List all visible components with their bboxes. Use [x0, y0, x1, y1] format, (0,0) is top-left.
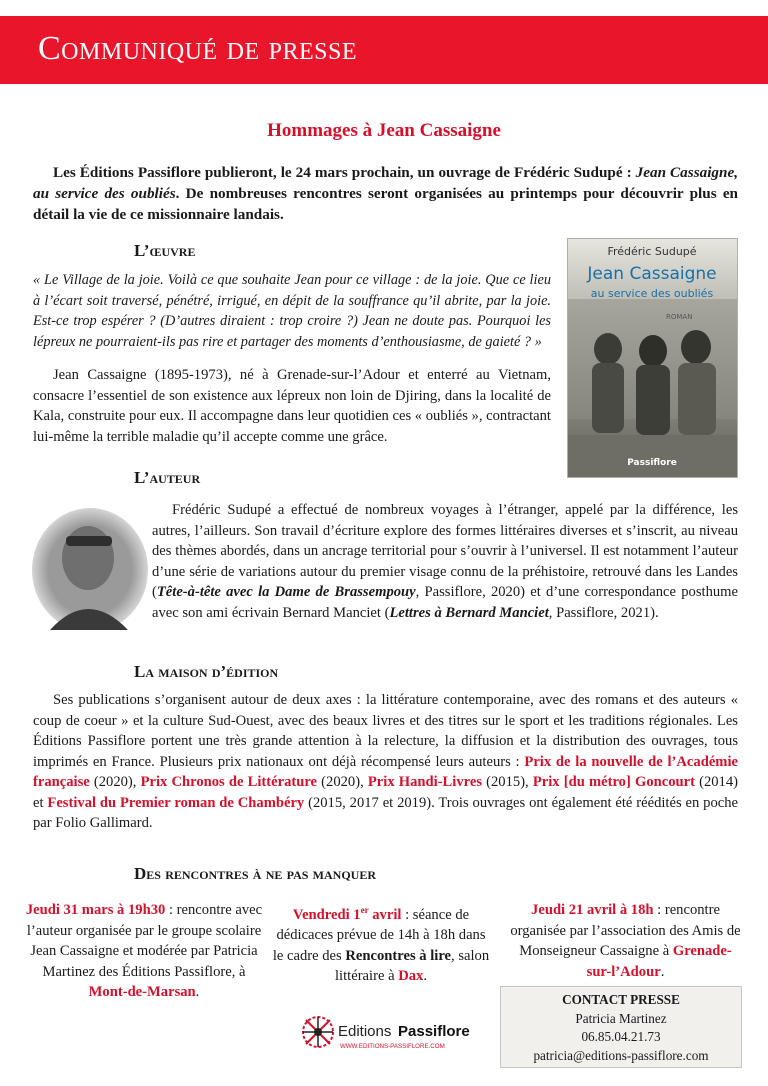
contact-box: [500, 986, 742, 1068]
event-2: [270, 900, 492, 987]
logo-url: WWW.EDITIONS-PASSIFLORE.COM: [340, 1043, 445, 1050]
event-2-text2: , salon littéraire à: [335, 947, 490, 985]
logo-word-passiflore: Passiflore: [398, 1023, 470, 1040]
maison-t4: (2015),: [482, 774, 533, 790]
auteur-t2: , Passiflore, 2020) et d’une correspondance posthume avec son ami écrivain Bernard Manciet (: [152, 584, 738, 621]
contact-phone: 06.85.04.21.73: [581, 1029, 661, 1044]
lead-part1: Les Éditions Passiflore publieront, le 24 mars prochain, un ouvrage de Frédéric Sudupé :: [53, 164, 636, 181]
maison-text: [33, 690, 738, 834]
maison-t5: (2014) et: [33, 774, 739, 811]
book-cover-author: Frédéric Sudupé: [607, 245, 697, 258]
book-cover-subtitle: au service des oubliés: [590, 287, 714, 300]
event-2-sup: er: [360, 905, 369, 915]
publisher-logo: [298, 1008, 478, 1056]
event-3: [508, 900, 743, 982]
maison-t3: (2020),: [317, 774, 368, 790]
auteur-book-2: Lettres à Bernard Manciet: [389, 604, 549, 621]
event-2-date: Vendredi 1: [292, 906, 361, 923]
event-3-place: Grenade-sur-l’Adour: [586, 943, 732, 980]
contact-email[interactable]: patricia@editions-passiflore.com: [533, 1047, 709, 1063]
event-1: [24, 900, 264, 1003]
oeuvre-quote: « Le Village de la joie. Voilà ce que souhaite Jean pour ce village : de la joie. Que ce lieu à l’écart soit traversé, pénétré, irrigué, en dépit de la souffrance qu’il abrite, par la joie. Est-ce trop espérer ? (D’autres diraient : trop croire ?) Jean ne doute pas. Pourquoi les lépreux ne pourraient-ils pas rire et partager des moments d’enthousiasme, de gaieté ? »: [33, 272, 551, 350]
maison-t1: Ses publications s’organisent autour de deux axes : la littérature contemporaine, avec des romans et des auteurs « coup de coeur » et la culture Sud-Ouest, avec des beaux livres et des titres sur le sport et les traditions régionales. Les Éditions Passiflore portent une très grande attention à la relecture, la diffusion et la distribution des ouvrages, tous imprimés en France. Plusieurs prix nationaux ont déjà récompensé leurs auteurs :: [33, 692, 738, 770]
maison-t6: (2015, 2017 et 2019). Trois ouvrages ont également été réédités en poche par Folio Gallimard.: [33, 794, 738, 831]
prize-academie: Prix de la nouvelle de l’Académie française: [33, 753, 738, 790]
event-3-end: .: [660, 963, 665, 980]
event-1-date: Jeudi 31 mars à 19h30: [25, 902, 166, 918]
logo-word-editions: Editions: [338, 1023, 392, 1040]
author-portrait: [30, 500, 150, 630]
auteur-book-1: Tête-à-tête avec la Dame de Brassempouy: [156, 584, 416, 600]
event-1-end: .: [195, 984, 200, 1000]
auteur-text: [152, 500, 738, 623]
contact-title: CONTACT PRESSE: [562, 992, 680, 1007]
prize-goncourt: Prix [du métro] Goncourt: [532, 774, 695, 790]
maison-t2: (2020),: [89, 774, 141, 790]
event-3-text: : rencontre organisée par l’association des Amis de Monseigneur Cassaigne à: [510, 902, 741, 959]
book-cover-title: Jean Cassaigne: [587, 264, 717, 284]
section-title-oeuvre: L’œuvre: [134, 241, 196, 260]
book-cover: [567, 238, 738, 478]
event-2-end: .: [423, 968, 427, 985]
event-2-date2: avril: [368, 906, 402, 923]
event-1-place: Mont-de-Marsan: [88, 984, 196, 1000]
event-3-date: Jeudi 21 avril à 18h: [531, 902, 654, 918]
section-title-rencontres: Des rencontres à ne pas manquer: [134, 864, 376, 883]
portrait-image: [30, 500, 150, 630]
book-cover-genre: ROMAN: [666, 313, 693, 321]
event-2-place: Dax: [398, 968, 424, 985]
event-2-bold: Rencontres à lire: [345, 947, 452, 964]
oeuvre-text: Jean Cassaigne (1895-1973), né à Grenade-sur-l’Adour et enterré au Vietnam, consacre l’essentiel de son existence aux lépreux non loin de Djiring, dans la localité de Kala, construite pour eux. Il accompagne dans leur quotidien ces « oubliés », contractant lui-même la terrible maladie qu’il accepte comme une grâce.: [33, 367, 551, 445]
book-cover-publisher: Passiflore: [627, 458, 677, 468]
prize-handi-livres: Prix Handi-Livres: [367, 774, 483, 790]
event-1-text: : rencontre avec l’auteur organisée par le groupe scolaire Jean Cassaigne et modérée par Patricia Martinez des Éditions Passiflore, à: [26, 902, 263, 980]
event-2-text: : séance de dédicaces prévue de 14h à 18h dans le cadre des: [272, 906, 486, 964]
lead-part2: . De nombreuses rencontres seront organisées au printemps pour découvrir plus en détail la vie de ce missionnaire landais.: [33, 185, 739, 223]
prize-chronos: Prix Chronos de Littérature: [140, 774, 318, 790]
section-title-maison: La maison d’édition: [134, 662, 279, 681]
headline: Hommages à Jean Cassaigne: [267, 120, 501, 141]
passiflore-flower-icon: [303, 1017, 333, 1047]
lead-book-title: Jean Cassaigne, au service des oubliés: [33, 164, 738, 202]
prize-chambery: Festival du Premier roman de Chambéry: [47, 794, 305, 811]
book-cover-photo: [568, 239, 737, 477]
auteur-t3: , Passiflore, 2021).: [548, 604, 659, 621]
auteur-t1: Frédéric Sudupé a effectué de nombreux voyages à l’étranger, appelé par la différence, les autres, l’ailleurs. Son travail d’écriture explore des formes littéraires diverses et s’inscrit, au niveau des thèmes abordés, dans un ancrage territorial pour s’ouvrir à l’universel. Il est notamment l’auteur d’une série de variations autour du premier visage connu de la préhistoire, retrouvé dans les Landes (: [152, 502, 738, 600]
page-title: Communiqué de presse: [38, 30, 358, 67]
contact-name: Patricia Martinez: [575, 1010, 667, 1026]
section-title-auteur: L’auteur: [134, 468, 201, 487]
lead-paragraph: [33, 162, 738, 225]
